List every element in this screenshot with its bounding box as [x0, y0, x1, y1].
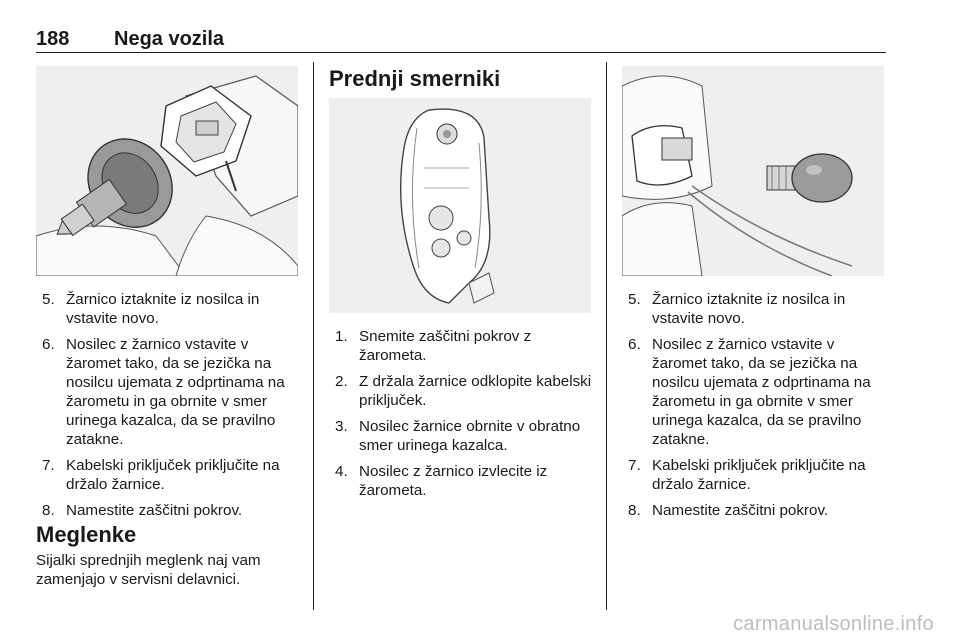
list-item — [335, 462, 597, 500]
list-item — [42, 456, 304, 494]
step-number: 4. — [335, 463, 348, 480]
list-item — [628, 335, 890, 449]
step-text: Žarnico iztaknite iz nosilca in vstavite novo. — [652, 291, 846, 327]
step-number: 7. — [42, 457, 55, 474]
step-text: Kabelski priključek priključite na držalo žarnice. — [66, 457, 280, 493]
list-item — [628, 501, 890, 520]
step-number: 3. — [335, 418, 348, 435]
step-text: Namestite zaščitni pokrov. — [652, 502, 829, 519]
page-number: 188 — [36, 28, 70, 50]
turn-signal-housing-illustration — [329, 98, 591, 313]
step-text: Kabelski priključek priključite na držalo žarnice. — [652, 457, 866, 493]
list-item — [335, 372, 597, 410]
turn-signal-bulb-illustration — [622, 66, 884, 276]
watermark: carmanualsonline.info — [733, 613, 934, 635]
list-item — [42, 290, 304, 328]
step-text: Žarnico iztaknite iz nosilca in vstavite novo. — [66, 291, 260, 327]
list-item — [42, 501, 304, 520]
step-number: 6. — [628, 336, 641, 353]
list-item — [42, 335, 304, 449]
section-title-fog-lights: Meglenke — [36, 522, 137, 547]
step-text: Z držala žarnice odklopite kabelski priključek. — [359, 373, 592, 409]
list-item — [335, 327, 597, 365]
section-title-front-turn-signals: Prednji smerniki — [329, 66, 501, 91]
page-header — [36, 26, 886, 53]
list-item — [628, 456, 890, 494]
step-number: 7. — [628, 457, 641, 474]
step-number: 5. — [42, 291, 55, 308]
step-text: Nosilec žarnice obrnite v obratno smer urinega kazalca. — [359, 418, 581, 454]
middle-steps-list — [335, 327, 597, 507]
list-item — [335, 417, 597, 455]
right-steps-list — [628, 290, 890, 527]
chapter-title: Nega vozila — [114, 28, 225, 50]
step-text: Snemite zaščitni pokrov z žarometa. — [359, 328, 532, 364]
step-text: Namestite zaščitni pokrov. — [66, 502, 243, 519]
step-number: 8. — [42, 502, 55, 519]
step-number: 1. — [335, 328, 348, 345]
step-text: Nosilec z žarnico vstavite v žaromet tako, da se jezička na nosilcu ujemata z odprtinama na žarometu in ga obrnite v smer urinega kazalca, da se pravilno zatakne. — [652, 336, 871, 448]
step-number: 8. — [628, 502, 641, 519]
column-divider-left — [313, 62, 314, 610]
step-text: Nosilec z žarnico vstavite v žaromet tako, da se jezička na nosilcu ujemata z odprtinama na žarometu in ga obrnite v smer urinega kazalca, da se pravilno zatakne. — [66, 336, 285, 448]
step-number: 6. — [42, 336, 55, 353]
column-divider-right — [606, 62, 607, 610]
list-item — [628, 290, 890, 328]
step-number: 2. — [335, 373, 348, 390]
left-steps-list — [42, 290, 304, 527]
fog-lights-paragraph: Sijalki sprednjih meglenk naj vam zamenjajo v servisni delavnici. — [36, 552, 261, 588]
step-number: 5. — [628, 291, 641, 308]
bulb-removal-illustration — [36, 66, 298, 276]
step-text: Nosilec z žarnico izvlecite iz žarometa. — [359, 463, 548, 499]
